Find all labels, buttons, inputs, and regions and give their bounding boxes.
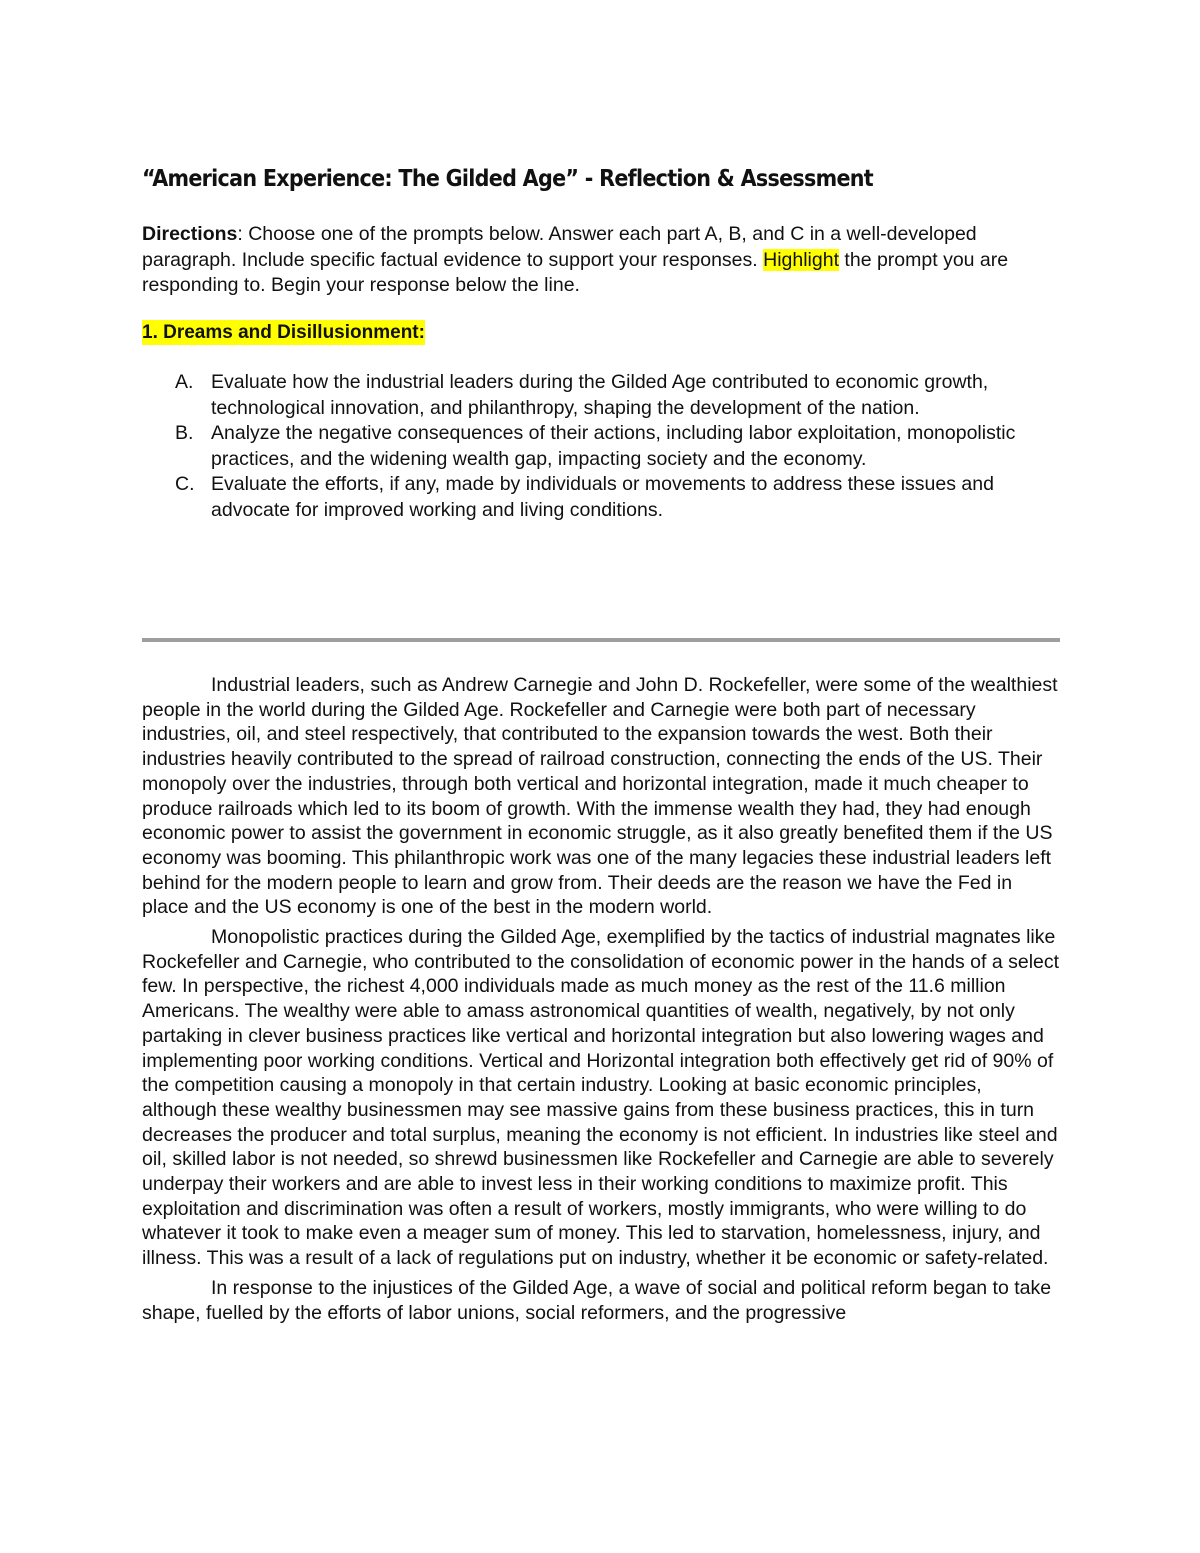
response-divider-line xyxy=(142,638,1060,642)
response-paragraph-1: Industrial leaders, such as Andrew Carnegie and John D. Rockefeller, were some of the wealthiest people in the world during the Gilded Age. Rockefeller and Carnegie were both part of necessary industries, oil, and steel respectively, that contributed to the expansion towards the west. Both their industries heavily contributed to the spread of railroad construction, connecting the ends of the US. Their monopoly over the industries, through both vertical and horizontal integration, made it much cheaper to produce railroads which led to its boom of growth. With the immense wealth they had, they had enough economic power to assist the government in economic struggle, as it also greatly benefited them if the US economy was booming. This philanthropic work was one of the many legacies these industrial leaders left behind for the modern people to learn and grow from. Their deeds are the reason we have the Fed in place and the US economy is one of the best in the modern world. xyxy=(142,674,1058,919)
prompt-parts-list xyxy=(142,370,1060,523)
directions-text-1: : Choose one of the prompts below. Answer each part A, B, and C in a well-developed paragraph. Include specific factual evidence to support your responses. xyxy=(142,223,977,271)
prompt-part-letter: C. xyxy=(175,473,195,495)
prompt-heading: 1. Dreams and Disillusionment: xyxy=(142,322,425,343)
directions-text-2: the prompt you are responding to. Begin your response below the line. xyxy=(142,248,1009,296)
directions-highlight-word: Highlight xyxy=(763,248,840,271)
prompt-part-text: Evaluate the efforts, if any, made by individuals or movements to address these issues and advocate for improved working and living conditions. xyxy=(211,473,994,521)
prompt-part-text: Analyze the negative consequences of their actions, including labor exploitation, monopolistic practices, and the widening wealth gap, impacting society and the economy. xyxy=(211,422,1016,470)
prompt-part-c xyxy=(142,472,1060,523)
document-title: “American Experience: The Gilded Age” - Reflection & Assessment xyxy=(142,166,873,192)
directions-paragraph xyxy=(142,222,1060,299)
prompt-part-a xyxy=(142,370,1060,421)
response-paragraph-2: Monopolistic practices during the Gilded Age, exemplified by the tactics of industrial magnates like Rockefeller and Carnegie, who contributed to the consolidation of economic power in the hands of a select few. In perspective, the richest 4,000 individuals made as much money as the rest of the 11.6 million Americans. The wealthy were able to amass astronomical quantities of wealth, negatively, by not only partaking in clever business practices like vertical and horizontal integration but also lowering wages and implementing poor working conditions. Vertical and Horizontal integration both effectively get rid of 90% of the competition causing a monopoly in that certain industry. Looking at basic economic principles, although these wealthy businessmen may see massive gains from these business practices, this in turn decreases the producer and total surplus, meaning the economy is not efficient. In industries like steel and oil, skilled labor is not needed, so shrewd businessmen like Rockefeller and Carnegie are able to severely underpay their workers and are able to invest less in their working conditions to maximize profit. This exploitation and discrimination was often a result of workers, mostly immigrants, who were willing to do whatever it took to make even a meager sum of money. This led to starvation, homelessness, injury, and illness. This was a result of a lack of regulations put on industry, whether it be economic or safety-related. xyxy=(142,926,1060,1270)
response-paragraph-3: In response to the injustices of the Gilded Age, a wave of social and political reform began to take shape, fuelled by the efforts of labor unions, social reformers, and the progressive xyxy=(142,1276,1052,1324)
prompt-part-b xyxy=(142,421,1060,472)
prompt-part-text: Evaluate how the industrial leaders during the Gilded Age contributed to economic growth, technological innovation, and philanthropy, shaping the development of the nation. xyxy=(211,371,989,419)
prompt-part-letter: A. xyxy=(175,371,194,393)
directions-label: Directions xyxy=(142,223,238,245)
response-body xyxy=(142,673,1060,1330)
prompt-part-letter: B. xyxy=(175,422,194,444)
